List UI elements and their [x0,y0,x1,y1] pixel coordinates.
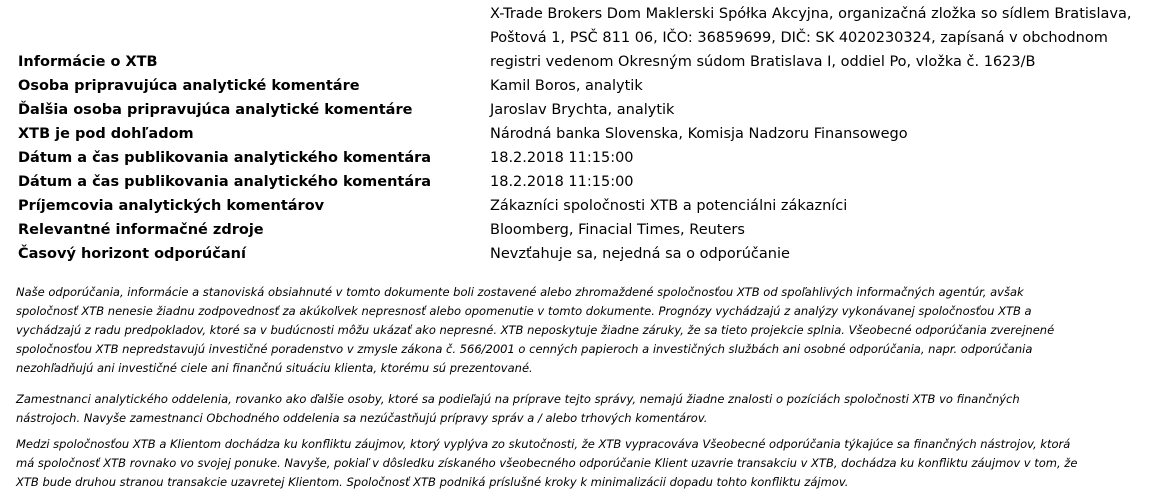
disclaimer-line: spoločnosť XTB nenesie žiadnu zodpovednosť za akúkoľvek nepresnosť alebo opomenutie v tomto dokumente. Prognózy vychádzajú z analýzy vykonávanej spoločnosťou XTB a [16,304,1032,318]
company-address-line: registri vedenom Okresným súdom Bratislava I, oddiel Po, vložka č. 1623/B [490,54,1036,70]
disclaimer-line: XTB bude druhou stranou transakcie uzavretej Klientom. Spoločnosť XTB podniká príslušné kroky k minimalizácii dopadu tohto konfliktu zájmov. [16,475,849,489]
info-value: Jaroslav Brychta, analytik [490,102,675,118]
info-label: Dátum a čas publikovania analytického komentára [18,150,432,166]
info-value: Národná banka Slovenska, Komisja Nadzoru Finansowego [490,126,908,142]
info-label: XTB je pod dohľadom [18,126,194,142]
disclaimer-line: Medzi spoločnosťou XTB a Klientom dochádza ku konfliktu záujmov, ktorý vyplýva zo skutočnosti, že XTB vypracováva Všeobecné odporúčania týkajúce sa finančných nástrojov, ktorá [16,437,1071,451]
company-address-line: Poštová 1, PSČ 811 06, IČO: 36859699, DIČ: SK 4020230324, zapísaná v obchodnom [490,30,1108,46]
disclaimer-line: vychádzajú z radu predpokladov, ktoré sa v budúcnosti môžu ukázať ako nepresné. XTB neposkytuje žiadne záruky, že sa tieto projekcie splnia. Všeobecné odporúčania zverejnené [16,323,1055,337]
info-label: Príjemcovia analytických komentárov [18,198,325,214]
disclaimer-line: nezohľadňujú ani investičné ciele ani finančnú situáciu klienta, ktorému sú prezentované. [16,361,533,375]
info-value: Bloomberg, Finacial Times, Reuters [490,222,745,238]
company-address-line: X-Trade Brokers Dom Maklerski Spółka Akcyjna, organizačná zložka so sídlem Bratislava, [490,6,1132,22]
info-label: Časový horizont odporúčaní [18,246,246,262]
disclaimer-line: nástrojoch. Navyše zamestnanci Obchodného oddelenia sa nezúčastňujú prípravy správ a / alebo trhových komentárov. [16,411,708,425]
info-value: 18.2.2018 11:15:00 [490,150,634,166]
info-label: Relevantné informačné zdroje [18,222,264,238]
info-value: Zákazníci spoločnosti XTB a potenciálni zákazníci [490,198,848,214]
info-value: 18.2.2018 11:15:00 [490,174,634,190]
info-label: Informácie o XTB [18,54,158,70]
disclaimer-paragraph [16,435,1141,492]
disclaimer-line: má spoločnosť XTB rovnako vo svojej ponuke. Navyše, pokiaľ v dôsledku získaného všeobecného odporúčanie Klient uzavrie transakciu v XTB, dochádza ku konfliktu záujmov v tom, že [16,456,1078,470]
info-value: Kamil Boros, analytik [490,78,643,94]
disclaimer-line: spoločnosťou XTB nepredstavujú investičné poradenstvo v zmysle zákona č. 566/2001 o cenných papieroch a investičných službách ani osobné odporúčania, napr. odporúčania [16,342,1033,356]
disclaimer-paragraph [16,390,1141,428]
info-label: Dátum a čas publikovania analytického komentára [18,174,432,190]
info-label: Ďalšia osoba pripravujúca analytické komentáre [18,102,413,118]
disclaimer-line: Naše odporúčania, informácie a stanoviská obsiahnuté v tomto dokumente boli zostavené alebo zhromaždené spoločnosťou XTB od spoľahlivých informačných agentúr, avšak [16,285,1024,299]
disclaimer-paragraph [16,283,1141,378]
info-label: Osoba pripravujúca analytické komentáre [18,78,360,94]
company-address [490,2,1131,74]
disclaimer-line: Zamestnanci analytického oddelenia, rovanko ako ďalšie osoby, ktoré sa podieľajú na príprave tejto správy, nemajú žiadne znalosti o pozíciách spoločnosti XTB vo finančných [16,392,1020,406]
info-value: Nevzťahuje sa, nejedná sa o odporúčanie [490,246,790,262]
